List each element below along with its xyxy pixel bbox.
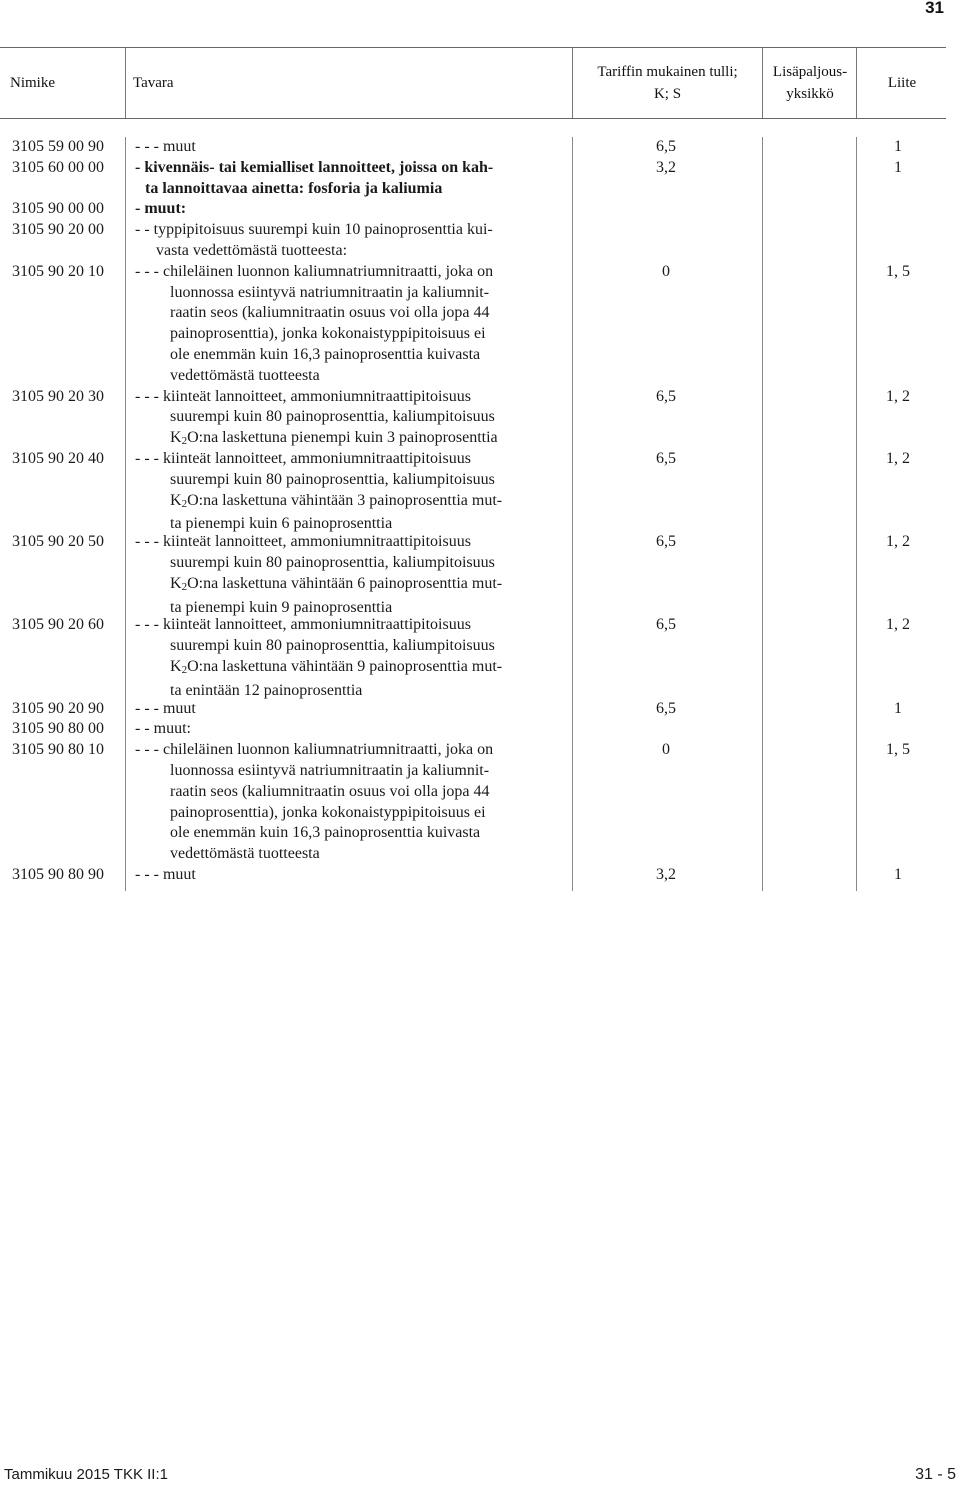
page-number: 31 [925, 0, 944, 17]
description-line: vasta vedettömästä tuotteesta: [156, 241, 348, 259]
header-lisapaljous-line2: yksikkö [786, 86, 834, 102]
description-line: raatin seos (kaliumnitraatin osuus voi olla jopa 44 [170, 304, 490, 322]
row-tariff: 3,2 [656, 158, 676, 176]
row-code: 3105 90 20 90 [12, 699, 104, 717]
row-liite: 1 [894, 138, 902, 155]
description-line: - - - muut [135, 699, 196, 717]
header-liite: Liite [887, 75, 917, 91]
description-line: $K_2O:na$ laskettuna vähintään 9 painoprosenttia mut- [170, 657, 503, 676]
description-line: vedettömästä tuotteesta [170, 845, 320, 863]
description-line: painoprosenttia), jonka kokonaistyppipitoisuus ei [170, 803, 486, 821]
description-line: - - - kiinteät lannoitteet, ammoniumnitraattipitoisuus [135, 387, 471, 405]
row-description [135, 865, 568, 886]
row-description [135, 699, 568, 720]
description-line: - - - chileläinen luonnon kaliumnatriumnitraatti, joka on [135, 262, 494, 280]
row-description [135, 615, 568, 701]
row-tariff: 6,5 [656, 138, 676, 155]
description-line: - kivennäis- tai kemialliset lannoitteet, joissa on kah- [135, 158, 494, 176]
row-code: 3105 90 20 10 [12, 262, 104, 280]
description-line: luonnossa esiintyvä natriumnitraatin ja kaliumnit- [170, 761, 490, 779]
description-line: ole enemmän kuin 16,3 painoprosenttia kuivasta [170, 345, 481, 363]
description-line: painoprosenttia), jonka kokonaistyppipitoisuus ei [170, 325, 486, 343]
row-description [135, 740, 568, 865]
description-line: $K_2O:na$ laskettuna vähintään 6 painoprosenttia mut- [170, 574, 503, 593]
description-line: $K_2O:na$ laskettuna vähintään 3 painoprosenttia mut- [170, 491, 503, 510]
row-liite: 1 [894, 866, 902, 883]
row-code: 3105 90 20 50 [12, 533, 104, 551]
header-nimike: Nimike [10, 75, 55, 91]
row-description [135, 220, 568, 262]
row-tariff: 6,5 [656, 387, 676, 405]
description-line: suurempi kuin 80 painoprosenttia, kaliumpitoisuus [170, 637, 495, 655]
row-description [135, 199, 568, 220]
row-tariff: 3,2 [656, 866, 676, 883]
row-code: 3105 90 20 60 [12, 616, 104, 634]
body-separator-4 [856, 137, 857, 891]
description-line: suurempi kuin 80 painoprosenttia, kaliumpitoisuus [170, 470, 495, 488]
row-code: 3105 90 20 30 [12, 387, 104, 405]
row-tariff: 0 [662, 262, 670, 280]
header-lisapaljous-line1: Lisäpaljous- [772, 64, 848, 80]
description-line: - - - chileläinen luonnon kaliumnatriumnitraatti, joka on [135, 741, 494, 759]
row-code: 3105 90 20 00 [12, 221, 104, 239]
header-tavara: Tavara [133, 75, 174, 91]
description-line: - - typpipitoisuus suurempi kuin 10 painoprosenttia kui- [135, 221, 493, 239]
row-liite: 1, 2 [886, 450, 910, 467]
body-separator-3 [762, 137, 763, 891]
row-description [135, 719, 568, 740]
row-description [135, 158, 568, 200]
footer-right: 31 - 5 [915, 1466, 956, 1483]
row-description [135, 137, 568, 158]
header-separator-3 [762, 48, 763, 118]
description-line: ta lannoittavaa ainetta: fosforia ja kaliumia [145, 179, 443, 197]
header-tariff-line2: K; S [653, 86, 682, 102]
header-separator-2 [572, 48, 573, 118]
row-code: 3105 90 80 00 [12, 720, 104, 738]
description-line: - - - muut [135, 138, 196, 155]
row-tariff: 6,5 [656, 616, 676, 634]
body-separator-1 [125, 137, 126, 891]
row-liite: 1, 2 [886, 616, 910, 634]
description-line: - - - kiinteät lannoitteet, ammoniumnitraattipitoisuus [135, 450, 471, 467]
row-tariff: 0 [662, 741, 670, 759]
row-code: 3105 59 00 90 [12, 138, 104, 155]
description-line: vedettömästä tuotteesta [170, 366, 320, 384]
footer-left: Tammikuu 2015 TKK II:1 [4, 1466, 168, 1483]
description-line: suurempi kuin 80 painoprosenttia, kaliumpitoisuus [170, 553, 495, 571]
description-line: $K_2O:na$ laskettuna pienempi kuin 3 painoprosenttia [170, 429, 498, 448]
header-tariff [575, 61, 760, 105]
row-description [135, 262, 568, 387]
header-top-rule [0, 47, 946, 48]
description-line: - - muut: [135, 720, 191, 738]
row-liite: 1, 2 [886, 533, 910, 551]
header-tariff-line1: Tariffin mukainen tulli; [597, 64, 738, 80]
header-lisapaljous [764, 61, 856, 105]
row-code: 3105 90 00 00 [12, 200, 104, 218]
description-line: luonnossa esiintyvä natriumnitraatin ja kaliumnit- [170, 283, 490, 301]
row-liite: 1, 5 [886, 741, 910, 759]
description-line: - muut: [135, 200, 187, 218]
row-description [135, 532, 568, 618]
description-line: raatin seos (kaliumnitraatin osuus voi olla jopa 44 [170, 782, 490, 800]
row-code: 3105 90 20 40 [12, 450, 104, 467]
row-code: 3105 90 80 90 [12, 866, 104, 883]
header-bottom-rule [0, 118, 946, 119]
description-line: suurempi kuin 80 painoprosenttia, kaliumpitoisuus [170, 408, 495, 426]
description-line: - - - muut [135, 866, 196, 883]
row-tariff: 6,5 [656, 450, 676, 467]
description-line: ta pienempi kuin 9 painoprosenttia [170, 598, 393, 616]
row-code: 3105 90 80 10 [12, 741, 104, 759]
row-tariff: 6,5 [656, 533, 676, 551]
description-line: ta pienempi kuin 6 painoprosenttia [170, 515, 393, 533]
row-code: 3105 60 00 00 [12, 158, 104, 176]
header-separator-1 [125, 48, 126, 118]
header-separator-4 [856, 48, 857, 118]
description-line: - - - kiinteät lannoitteet, ammoniumnitraattipitoisuus [135, 533, 471, 551]
description-line: ta enintään 12 painoprosenttia [170, 681, 363, 699]
row-description [135, 387, 568, 452]
row-tariff: 6,5 [656, 699, 676, 717]
description-line: - - - kiinteät lannoitteet, ammoniumnitraattipitoisuus [135, 616, 471, 634]
row-liite: 1, 5 [886, 262, 910, 280]
row-liite: 1 [894, 699, 902, 717]
body-separator-2 [572, 137, 573, 891]
row-liite: 1 [894, 158, 902, 176]
row-liite: 1, 2 [886, 387, 910, 405]
row-description [135, 449, 568, 535]
description-line: ole enemmän kuin 16,3 painoprosenttia kuivasta [170, 824, 481, 842]
